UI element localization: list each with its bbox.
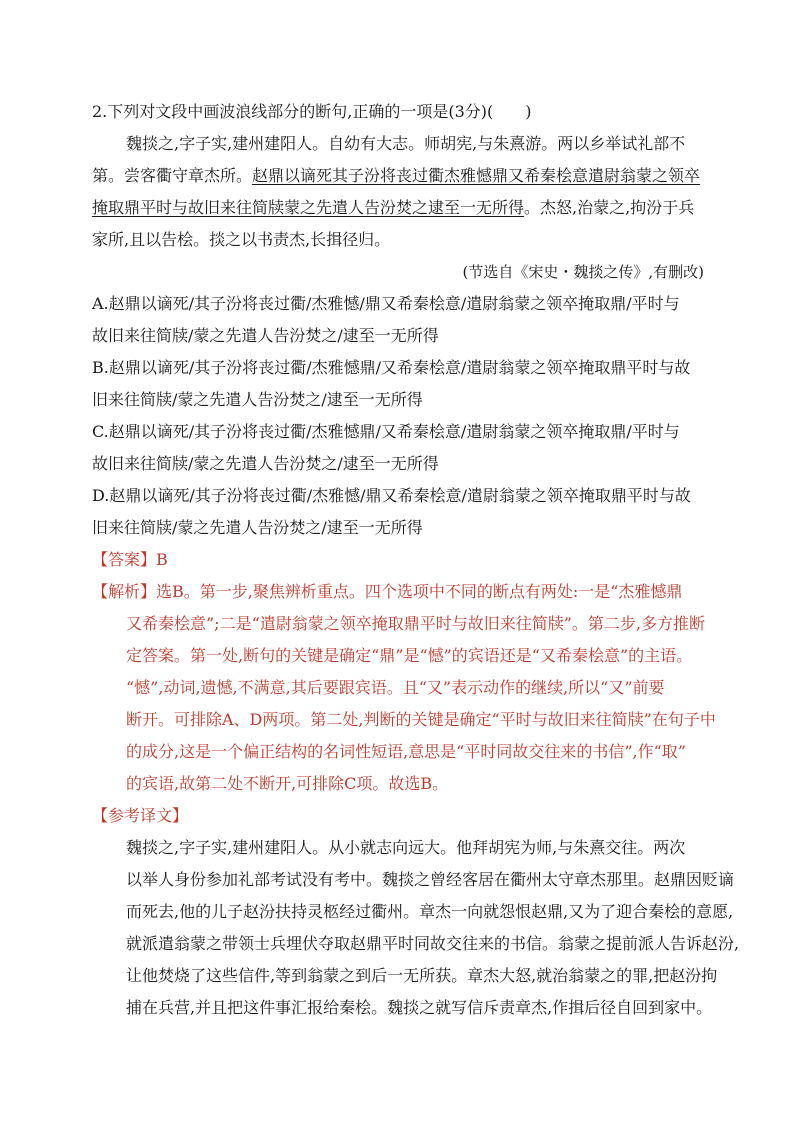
passage-line bbox=[92, 160, 704, 192]
analysis-label: 【解析】 bbox=[92, 582, 157, 601]
question-title: 2.下列对文段中画波浪线部分的断句,正确的一项是(3分)( ) bbox=[92, 102, 532, 121]
document-page bbox=[92, 96, 740, 1024]
option-a-cont: 故旧来往简牍/蒙之先遣人告汾焚之/逮至一无所得 bbox=[92, 326, 439, 345]
option-d: D.赵鼎以谪死/其子汾将丧过衢/杰雅憾/鼎又希秦桧意/遣尉翁蒙之领卒掩取鼎平时与故 bbox=[92, 486, 691, 505]
analysis-line: 的宾语,故第二处不断开,可排除C项。故选B。 bbox=[126, 774, 449, 793]
analysis-line: 的成分,这是一个偏正结构的名词性短语,意思是“平时同故交往来的书信”,作“取” bbox=[126, 742, 686, 761]
translation-line: 让他焚烧了这些信件,等到翁蒙之到后一无所获。章杰大怒,就治翁蒙之的罪,把赵汾拘 bbox=[126, 966, 718, 985]
translation-line: 以举人身份参加礼部考试没有考中。魏掞之曾经客居在衢州太守章杰那里。赵鼎因贬谪 bbox=[126, 870, 735, 889]
option-c-cont: 故旧来往简牍/蒙之先遣人告汾焚之/逮至一无所得 bbox=[92, 454, 439, 473]
passage-text: 第。尝客衢守章杰所。 bbox=[92, 166, 253, 185]
passage-line bbox=[92, 192, 704, 224]
answer-label: 【答案】 bbox=[92, 550, 157, 569]
analysis-line: 定答案。第一处,断句的关键是确定“鼎”是“憾”的宾语还是“又希秦桧意”的主语。 bbox=[126, 646, 693, 665]
option-c: C.赵鼎以谪死/其子汾将丧过衢/杰雅憾鼎/又希秦桧意/遣尉翁蒙之领卒掩取鼎/平时与 bbox=[92, 422, 680, 441]
analysis-line bbox=[92, 576, 704, 608]
option-a: A.赵鼎以谪死/其子汾将丧过衢/杰雅憾/鼎又希秦桧意/遣尉翁蒙之领卒掩取鼎/平时与 bbox=[92, 294, 680, 313]
answer-value: B bbox=[156, 550, 168, 569]
translation-line: 而死去,他的儿子赵汾扶持灵柩经过衢州。章杰一向就怨恨赵鼎,又为了迎合秦桧的意愿, bbox=[126, 902, 734, 921]
passage-source: (节选自《宋史・魏掞之传》,有删改) bbox=[462, 263, 704, 281]
analysis-line: 断开。可排除A、D两项。第二处,判断的关键是确定“平时与故旧来往简牍”在句子中 bbox=[126, 710, 716, 729]
translation-line: 魏掞之,字子实,建州建阳人。从小就志向远大。他拜胡宪为师,与朱熹交往。两次 bbox=[126, 838, 686, 857]
answer-line bbox=[92, 544, 704, 576]
analysis-line: 又希秦桧意”;二是“遣尉翁蒙之领卒掩取鼎平时与故旧来往简牍”。第二步,多方推断 bbox=[126, 614, 706, 633]
wavy-underlined-text: 赵鼎以谪死其子汾将丧过衢杰雅憾鼎又希秦桧意遣尉翁蒙之领卒 bbox=[252, 166, 701, 185]
option-b: B.赵鼎以谪死/其子汾将丧过衢/杰雅憾鼎/又希秦桧意/遣尉翁蒙之领卒掩取鼎平时与故 bbox=[92, 358, 691, 377]
analysis-line: “憾”,动词,遗憾,不满意,其后要跟宾语。且“又”表示动作的继续,所以“又”前要 bbox=[126, 678, 665, 697]
passage-text: 。杰怒,治蒙之,拘汾于兵 bbox=[524, 198, 695, 217]
option-d-cont: 旧来往简牍/蒙之先遣人告汾焚之/逮至一无所得 bbox=[92, 518, 423, 537]
passage-line: 魏掞之,字子实,建州建阳人。自幼有大志。师胡宪,与朱熹游。两以乡举试礼部不 bbox=[126, 134, 686, 153]
wavy-underlined-text: 掩取鼎平时与故旧来往简牍蒙之先遣人告汾焚之逮至一无所得 bbox=[92, 198, 525, 217]
translation-line: 就派遣翁蒙之带领士兵埋伏夺取赵鼎平时同故交往来的书信。翁蒙之提前派人告诉赵汾, bbox=[126, 934, 740, 953]
option-b-cont: 旧来往简牍/蒙之先遣人告汾焚之/逮至一无所得 bbox=[92, 390, 423, 409]
translation-label: 【参考译文】 bbox=[92, 806, 189, 825]
analysis-text: 选B。第一步,聚焦辨析重点。四个选项中不同的断点有两处:一是“杰雅憾鼎 bbox=[156, 582, 683, 601]
passage-line: 家所,且以告桧。掞之以书责杰,长揖径归。 bbox=[92, 230, 391, 249]
translation-line: 捕在兵营,并且把这件事汇报给秦桧。魏掞之就写信斥责章杰,作揖后径自回到家中。 bbox=[126, 998, 713, 1017]
